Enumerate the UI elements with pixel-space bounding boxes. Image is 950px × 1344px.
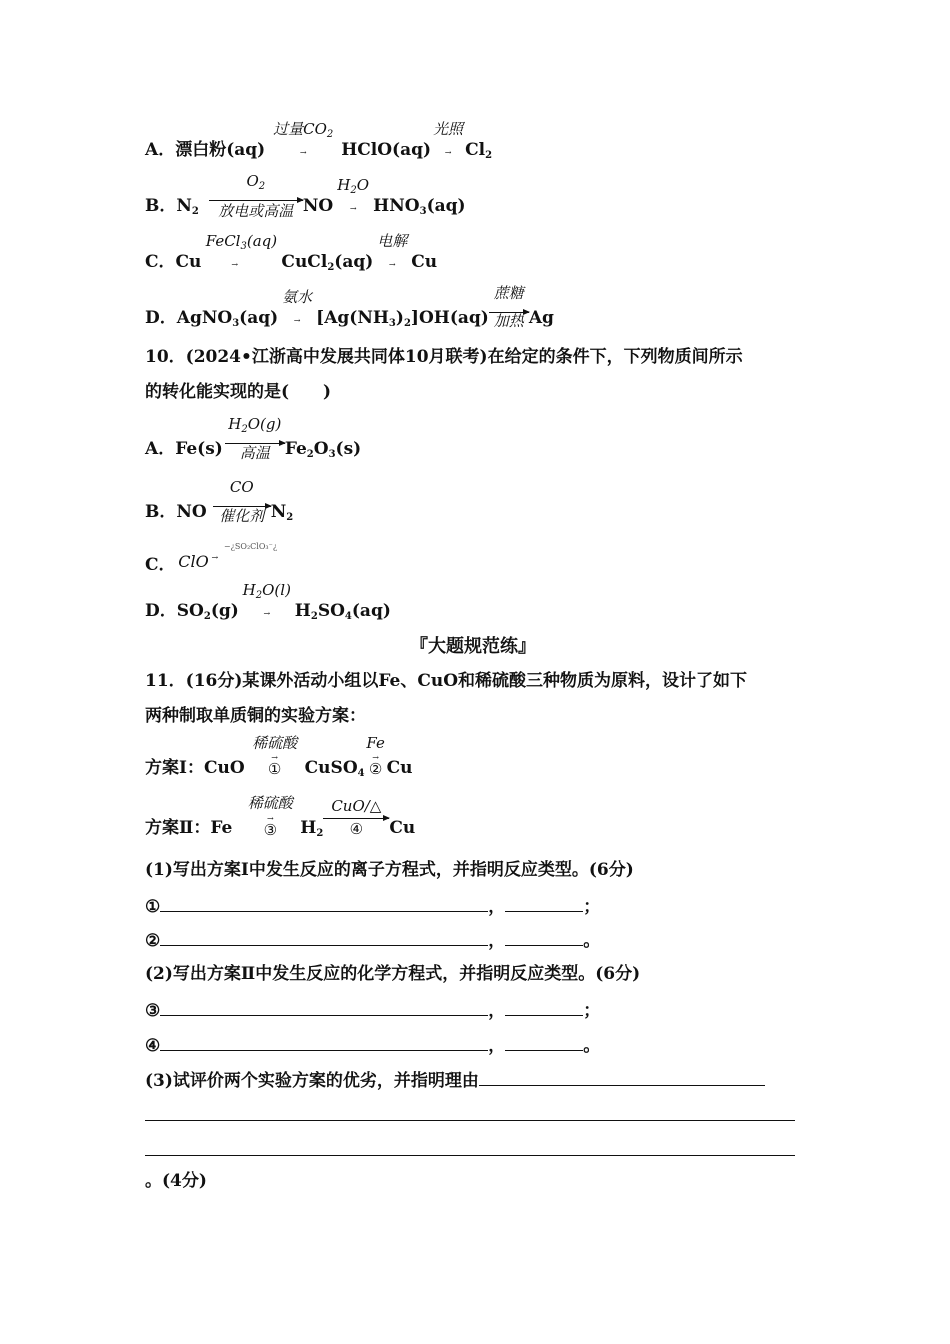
reactant: N (176, 196, 192, 216)
intermediate: NO (302, 196, 334, 216)
reactant: Fe (210, 818, 233, 838)
option-label: D． (145, 601, 177, 621)
reactant: 漂白粉(aq) (175, 140, 266, 160)
sub-question-2: (2)写出方案Ⅱ中发生反应的化学方程式，并指明反应类型。(6分) (145, 964, 641, 984)
stem-line: 10．(2024•江浙高中发展共同体10月联考)在给定的条件下，下列物质间所示 (145, 347, 743, 367)
reaction-arrow: CO 催化剂 (213, 495, 271, 517)
product: H (294, 601, 311, 621)
punctuation: ， (488, 931, 506, 951)
answer-line-full[interactable] (145, 1138, 795, 1156)
product: Cu (389, 818, 416, 838)
reaction-arrow: $O_2$ 放电或高温 (209, 189, 303, 211)
option-label: B． (145, 196, 177, 216)
reaction-arrow: 光照 → (433, 120, 464, 157)
q11-stem (145, 664, 810, 734)
option-label: D． (145, 308, 177, 328)
product: HNO (373, 196, 420, 216)
reaction-arrow: $H_2O(l)$ → (242, 581, 291, 618)
plan-2: 方案Ⅱ：Fe 稀硫酸 → ③ $H_2$ CuO/△ ④ Cu (145, 794, 416, 839)
q10-option-c (145, 542, 290, 576)
answer-line-3 (145, 999, 600, 1022)
plan-1: 方案Ⅰ：CuO 稀硫酸 → ① CuSO$_4$ Fe → ② Cu (145, 734, 413, 779)
reactant: SO (176, 601, 204, 621)
reaction-arrow: FeCl$_3$(aq) → (205, 232, 278, 269)
punctuation: 。 (583, 931, 601, 951)
reaction-arrow: 过量$CO_2$ → (273, 120, 334, 157)
q10-stem (145, 340, 810, 410)
punctuation: ； (583, 897, 601, 917)
stem-line: 11．(16分)某课外活动小组以Fe、CuO和稀硫酸三种物质为原料，设计了如下 (145, 671, 748, 691)
product: N (270, 502, 287, 522)
q9-option-b: B．$N_2$ $O_2$ 放电或高温 NO $H_2O$ → $HNO_3(aq)$ (145, 172, 466, 220)
sub-question-1: (1)写出方案Ⅰ中发生反应的离子方程式，并指明反应类型。(6分) (145, 860, 634, 880)
circled-number: ① (145, 897, 161, 917)
stem-line: 两种制取单质铜的实验方案： (145, 706, 366, 726)
reaction-arrow: 蔗糖 加热 (489, 301, 529, 323)
answer-blank[interactable] (160, 999, 488, 1016)
reaction-arrow: $H_2O$ → (337, 176, 370, 213)
sub-question-3 (145, 1069, 765, 1092)
reaction-arrow: CuO/△ ④ (323, 811, 389, 833)
q9-option-a: A．漂白粉(aq) 过量$CO_2$ → HClO(aq) 光照 → $Cl_2$ (145, 120, 493, 161)
reaction-arrow: 氨水 → (282, 288, 313, 325)
reaction-arrow: $H_2O(g)$ 高温 (225, 432, 285, 454)
reaction-arrow: 电解 → (377, 232, 408, 269)
option-label: B． (145, 502, 177, 522)
answer-blank[interactable] (160, 895, 488, 912)
answer-line-1 (145, 895, 600, 918)
punctuation: ， (488, 1036, 506, 1056)
answer-blank[interactable] (160, 1034, 488, 1051)
reaction-arrow: 稀硫酸 → ① (252, 734, 298, 778)
product: Cu (411, 252, 438, 272)
plan-label: 方案Ⅰ： (145, 758, 204, 778)
type-blank[interactable] (505, 999, 583, 1016)
q10-option-b: B．NO CO 催化剂 $N_2$ (145, 478, 294, 525)
reactant-formula: ClO (178, 552, 209, 571)
plan-label: 方案Ⅱ： (145, 818, 211, 838)
circled-number: ④ (145, 1036, 161, 1056)
product: Fe (284, 439, 307, 459)
intermediate: CuCl (281, 252, 328, 272)
type-blank[interactable] (505, 929, 583, 946)
circled-number: ② (145, 931, 161, 951)
option-label: C． (145, 555, 176, 575)
reactant: NO (176, 502, 207, 522)
option-label: A． (145, 140, 176, 160)
option-label: A． (145, 439, 176, 459)
product: Ag (528, 308, 554, 328)
question-text: (3)试评价两个实验方案的优劣，并指明理由 (145, 1071, 479, 1091)
sub-question-3-end: 。(4分) (145, 1171, 207, 1191)
reaction-arrow: Fe → ② (366, 734, 385, 778)
answer-blank[interactable] (479, 1069, 765, 1086)
q10-option-d: D．$SO_2(g)$ $H_2O(l)$ → $H_2SO_4(aq)$ (145, 581, 391, 622)
stem-line: 的转化能实现的是( ) (145, 382, 332, 402)
punctuation: 。 (583, 1036, 601, 1056)
intermediate: H (300, 818, 317, 838)
reactant: CuO (203, 758, 245, 778)
section-title: 『大题规范练』 (410, 636, 536, 657)
reactant: Fe(s) (175, 439, 223, 459)
option-label: C． (145, 252, 176, 272)
punctuation: ， (488, 897, 506, 917)
reaction-arrow: −¿SO₂ClO₃⁻¿ → (211, 542, 278, 562)
reaction-arrow: 稀硫酸 → ③ (247, 794, 293, 839)
reactant: AgNO (176, 308, 233, 328)
intermediate: [Ag(NH (316, 308, 389, 328)
answer-blank[interactable] (160, 929, 488, 946)
q10-option-a: A．Fe(s) $H_2O(g)$ 高温 $Fe_2O_3(s)$ (145, 415, 362, 462)
circled-number: ③ (145, 1001, 161, 1021)
answer-line-4 (145, 1034, 600, 1057)
type-blank[interactable] (505, 895, 583, 912)
punctuation: ， (488, 1001, 506, 1021)
answer-line-2 (145, 929, 600, 952)
intermediate: HClO(aq) (341, 140, 432, 160)
product: Cu (386, 758, 413, 778)
product: Cl (465, 140, 486, 160)
q9-option-d: D．AgNO$_3$(aq) 氨水 → $[Ag(NH_3)_2]OH(aq)$ 蔗糖 加热 Ag (145, 284, 554, 330)
intermediate: CuSO (304, 758, 358, 778)
reactant: Cu (175, 252, 202, 272)
type-blank[interactable] (505, 1034, 583, 1051)
q9-option-c: C．Cu FeCl$_3$(aq) → CuCl$_2$(aq) 电解 → Cu (145, 232, 438, 273)
answer-line-full[interactable] (145, 1103, 795, 1121)
punctuation: ； (583, 1001, 601, 1021)
